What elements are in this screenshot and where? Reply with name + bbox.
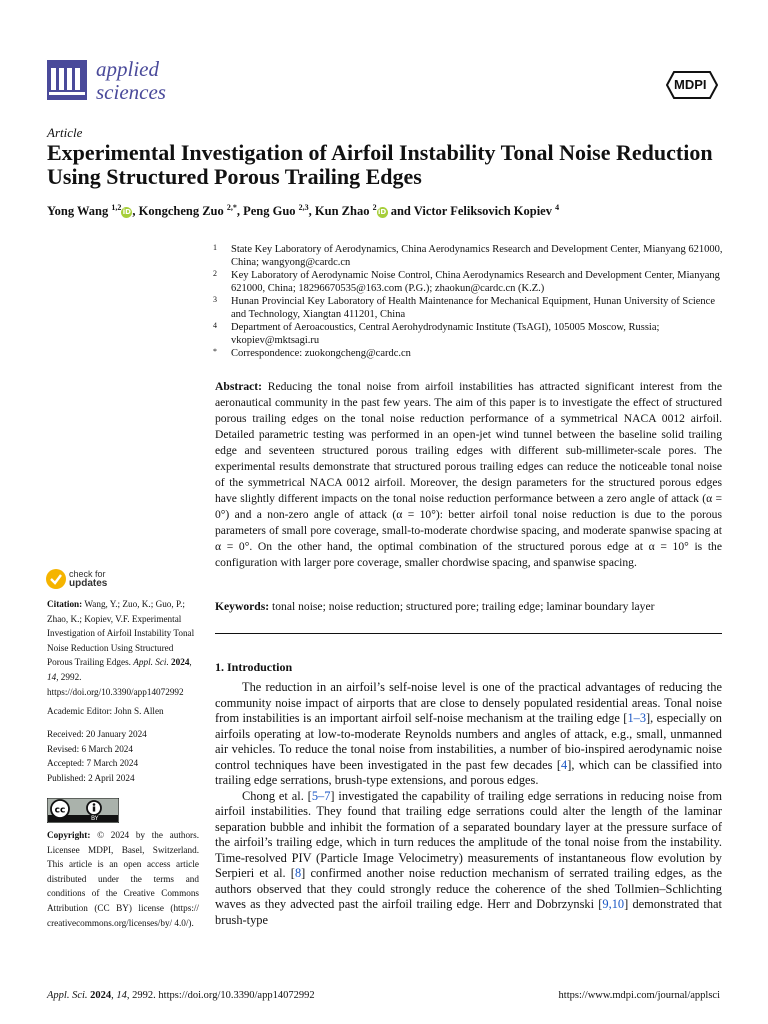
affiliation-mark: 2 (213, 269, 217, 278)
check-line1: check for (69, 569, 106, 579)
copyright-block (47, 828, 199, 930)
date-published: Published: 2 April 2024 (47, 772, 135, 783)
author-affiliation-mark: 2,3 (298, 203, 309, 212)
author-name: Peng Guo (243, 204, 299, 219)
intro-paragraph-2 (215, 789, 722, 929)
affiliation-item (213, 295, 728, 321)
mdpi-logo (666, 70, 718, 100)
publication-dates (47, 727, 199, 785)
citation-text: Wang, Y.; Zuo, K.; Guo, P.; Zhao, K.; Kopiev, V.F. Experimental Investigation of Airfoil Instability Tonal Noise Reduction Using Structured Porous Trailing Edges. (47, 599, 195, 668)
reference-link[interactable]: 4 (561, 757, 568, 772)
author-name: Kongcheng Zuo (138, 204, 227, 219)
introduction-body (215, 680, 722, 928)
author-list: Yong Wang $^{1,2}$iD, Kongcheng Zuo $^{2,*}$, Peng Guo $^{2,3}$, Kun Zhao $^2$iD and Victor Feliksovich Kopiev $^4$ (47, 203, 560, 219)
affiliation-text: Hunan Provincial Key Laboratory of Health Maintenance for Mechanical Equipment, Hunan University of Science and Technology, Xiangtan 411201, China (231, 296, 716, 320)
intro-paragraph-1 (215, 680, 722, 789)
journal-logo-icon (47, 60, 87, 100)
check-line2: updates (69, 578, 108, 589)
footer-url[interactable]: https://www.mdpi.com/journal/applsci (558, 990, 720, 1001)
author-affiliation-mark: 2 (372, 203, 377, 212)
publisher-name: MDPI (674, 77, 707, 92)
keywords (215, 599, 722, 615)
check-updates-icon (46, 569, 66, 589)
footer-volume: 14 (116, 990, 127, 1001)
affiliation-mark: 1 (213, 243, 217, 252)
reference-link[interactable]: 8 (294, 866, 302, 880)
footer-year: 2024 (90, 990, 112, 1001)
paragraph-text: ], which can be classified into trailing edge serrations, brush-type extensions, and porous edges. (215, 757, 722, 787)
reference-link[interactable]: 9,10 (602, 897, 625, 911)
journal-name-line1: applied (96, 57, 159, 81)
author-affiliation-mark: 4 (555, 203, 560, 212)
date-accepted: Accepted: 7 March 2024 (47, 758, 139, 769)
citation-journal: Appl. Sci. (133, 657, 169, 668)
affiliation-mark: 3 (213, 295, 217, 304)
affiliation-mark: 4 (213, 321, 217, 330)
copyright-label: Copyright: (47, 830, 91, 840)
keywords-text: tonal noise; noise reduction; structured pore; trailing edge; laminar boundary layer (272, 600, 655, 613)
abstract (215, 379, 722, 571)
citation-year: 2024 (171, 657, 190, 668)
orcid-icon[interactable]: iD (377, 208, 387, 217)
author-name: Yong Wang (47, 204, 112, 219)
affiliation-text: Department of Aeroacoustics, Central Aerohydrodynamic Institute (TsAGI), 105005 Moscow, Russia; vkopiev@mktsagi.ru (231, 322, 660, 346)
affiliation-text: Key Laboratory of Aerodynamic Noise Control, China Aerodynamics Research and Development Center, Mianyang 621000, China; 18296670535@163.com (P.G.); zhaokun@cardc.cn (K.Z.) (231, 270, 720, 294)
article-type: Article (47, 125, 83, 140)
affiliation-text: Correspondence: zuokongcheng@cardc.cn (231, 348, 411, 359)
citation-doi[interactable]: , 2992. https://doi.org/10.3390/app14072992 (47, 671, 184, 697)
paragraph-text: ] confirmed another noise reduction mechanism of serrated trailing edges, as the authors observed that they could strongly reduce the coherence of the shed Tollmien–Schlichting waves as they advected past the airfoil trailing edge. Herr and Dobrzynski [ (215, 866, 722, 911)
affiliation-item (213, 269, 728, 295)
date-received: Received: 20 January 2024 (47, 729, 147, 739)
academic-editor: Academic Editor: John S. Allen (47, 706, 164, 716)
affiliation-item (213, 321, 728, 347)
abstract-text: Reducing the tonal noise from airfoil instabilities has attracted significant interest from the aeronautical community in the past few years. The aim of this paper is to investigate the effect of structured porous trailing edges on the tonal noise reduction performance of a symmetrical NACA 0012 airfoil. Detailed parametric testing was performed in an open-jet wind tunnel between the baseline solid trailing edge and seventeen structured porous trailing edges with different sub-millimeter-scale pores. The experimental results demonstrate that structured porous trailing edges can reduce the noticeable tonal noise of the symmetrical NACA 0012 airfoil. Moreover, the design parameters for the structured porous edges have slightly different impacts on the tonal noise reduction performance between a zero angle of attack (α = 0°) and a non-zero angle of attack (α = 10°): better airfoil tonal noise reduction is due to the porous parameters of small pore coverage, small-to-moderate chordwise spacing, and moderate spanwise spacing at α = 0°. On the other hand, the optimal combination of the structured porous edge at α = 10° is the configuration with larger pore coverage, smaller chordwise spacing, and spanwise spacing. (215, 380, 722, 569)
footer-doi[interactable]: , 2992. https://doi.org/10.3390/app14072992 (126, 990, 315, 1001)
paragraph-text: The reduction in an airfoil’s self-noise level is one of the practical advantages of reducing the community noise impact of airports that are close to densely populated residential areas. Tonal noise from instabilities is an important airfoil self-noise mechanism at the trailing edge [ (215, 680, 722, 725)
affiliation-text: State Key Laboratory of Aerodynamics, China Aerodynamics Research and Development Center, Mianyang 621000, China; wangyong@cardc.cn (231, 244, 723, 268)
paper-title: Experimental Investigation of Airfoil Instability Tonal Noise Reduction Using Structured Porous Trailing Edges (47, 140, 713, 189)
footer-journal: Appl. Sci. (47, 990, 88, 1001)
cc-by-license-icon[interactable] (47, 798, 119, 823)
journal-name-line2: sciences (96, 80, 166, 104)
citation-volume: 14 (47, 671, 57, 682)
author-affiliation-mark: 1,2 (111, 203, 122, 212)
svg-text:cc: cc (54, 805, 66, 816)
reference-link[interactable]: 5–7 (311, 788, 331, 803)
copyright-text: © 2024 by the authors. Licensee MDPI, Basel, Switzerland. This article is an open access article distributed under the terms and conditions of the Creative Commons Attribution (CC BY) license (https:// creativecommons.org/licenses/by/ 4.0/). (47, 830, 199, 928)
affiliation-item (213, 347, 728, 360)
paragraph-text: Chong et al. [ (242, 788, 312, 803)
cc-label: BY (91, 815, 99, 822)
paragraph-text: ] demonstrated that brush-type (215, 897, 722, 927)
citation-block: Citation: Wang, Y.; Zuo, K.; Guo, P.; Zhao, K.; Kopiev, V.F. Experimental Investigation of Airfoil Instability Tonal Noise Reduction Using Structured Porous Trailing Edges. Appl. Sci. 2024, 14, 2992. https://doi.org/10.3390/app14072992 (47, 599, 195, 697)
date-revised: Revised: 6 March 2024 (47, 743, 133, 754)
check-for-updates-badge[interactable] (46, 569, 116, 591)
author-affiliation-mark: 2,* (226, 203, 237, 212)
affiliations (213, 243, 728, 360)
orcid-icon[interactable]: iD (122, 208, 131, 217)
section-divider (215, 633, 722, 634)
abstract-label: Abstract: (215, 380, 263, 393)
section-heading: 1. Introduction (215, 660, 293, 674)
author-name: Victor Feliksovich Kopiev (413, 204, 556, 219)
footer-citation: Appl. Sci. 2024, 14, 2992. https://doi.org/10.3390/app14072992 (47, 990, 315, 1001)
journal-name (96, 58, 166, 104)
keywords-label: Keywords: (215, 600, 270, 613)
affiliation-mark: * (213, 347, 217, 356)
reference-link[interactable]: 1–3 (627, 711, 647, 725)
author-name: Kun Zhao (314, 204, 373, 219)
paragraph-text: ], especially on airfoils operating at low-to-moderate Reynolds numbers and angles of attack, e.g., small, unmanned air vehicles. To reduce the tonal noise from instabilities, a number of bio-inspired aerodynamic noise control techniques have been investigated in the past few decades [ (215, 711, 722, 772)
citation-label: Citation: (47, 599, 83, 609)
paragraph-text: ] investigated the capability of trailing edge serrations in reducing noise from airfoil instabilities. They found that trailing edge serrations could alter the length of the laminar separation bubble and inhibit the formation of a separated boundary layer at the pressure surface of the airfoil’s trailing edge, which in turn reduces the amplitude of the tonal noise from the instability. Time-resolved PIV (Particle Image Velocimetry) measurements of instantaneous flow evolution by Serpieri et al. [ (215, 788, 722, 880)
affiliation-item (213, 243, 728, 269)
